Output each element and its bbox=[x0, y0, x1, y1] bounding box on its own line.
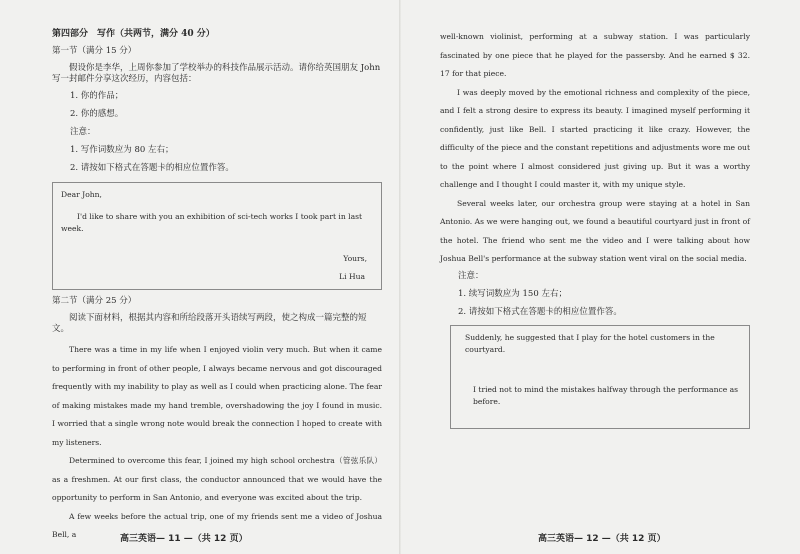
passage-paragraph: A few weeks before the actual trip, one of my friends sent me a video of Joshua Bell, a bbox=[52, 511, 382, 539]
part1-note: 1. 写作词数应为 80 左右； bbox=[70, 145, 174, 155]
passage-paragraph: well-known violinist, performing at a subway station. I was particularly fascinated by one piece that he played for the passersby. And he earned $ 32. 17 for that piece. bbox=[440, 32, 750, 78]
part2-prompt: 阅读下面材料，根据其内容和所给段落开头语续写两段，使之构成一篇完整的短文。 bbox=[52, 313, 367, 334]
part2-title: 第二节（满分 25 分） bbox=[52, 296, 137, 306]
passage-paragraph: There was a time in my life when I enjoyed violin very much. But when it came to performing in front of other people, I always became nervous and got discouraged frequently with my inability to play as well as I could when practicing alone. The fear of making mistakes made my hand tremble, overshadowing the joy I found in music. I worried that a single wrong note would break the connection I hoped to create with my listeners. bbox=[52, 345, 382, 447]
part1-prompt: 假设你是李华，上周你参加了学校举办的科技作品展示活动。请你给英国朋友 John 写一封邮件分享这次经历，内容包括： bbox=[52, 63, 381, 84]
page-footer: 高三英语— 11 —（共 12 页） bbox=[120, 534, 248, 544]
page-12 bbox=[400, 0, 800, 554]
letter-greeting: Dear John, bbox=[61, 190, 102, 199]
letter-signature: Li Hua bbox=[339, 272, 365, 281]
section-title: 第四部分 写作（共两节，满分 40 分） bbox=[52, 29, 215, 39]
part1-title: 第一节（满分 15 分） bbox=[52, 46, 137, 56]
letter-first-line: I'd like to share with you an exhibition of sci-tech works I took part in last week. bbox=[61, 212, 363, 233]
page-footer: 高三英语— 12 —（共 12 页） bbox=[538, 534, 666, 544]
part1-note: 2. 请按如下格式在答题卡的相应位置作答。 bbox=[70, 163, 234, 173]
part1-item: 2. 你的感想。 bbox=[70, 109, 124, 119]
part1-item: 1. 你的作品； bbox=[70, 91, 124, 101]
passage-paragraph: Several weeks later, our orchestra group were staying at a hotel in San Antonio. As we were hanging out, we found a beautiful courtyard just in front of the hotel. The friend who sent me the video and I were talking about how Joshua Bell's performance at the subway station went viral on the social media. bbox=[440, 198, 750, 263]
letter-answer-box bbox=[52, 182, 382, 290]
part1-note-title: 注意： bbox=[70, 127, 96, 137]
paragraph1-starter: Suddenly, he suggested that I play for the hotel customers in the courtyard. bbox=[465, 332, 715, 354]
note-item: 1. 续写词数应为 150 左右； bbox=[458, 288, 567, 299]
note-item: 2. 请按如下格式在答题卡的相应位置作答。 bbox=[458, 306, 622, 317]
passage-paragraph: I was deeply moved by the emotional richness and complexity of the piece, and I felt a strong desire to express its beauty. I imagined myself performing it confidently, just like Bell. I started practicing it like crazy. However, the difficulty of the piece and the constant repetitions and adjustments wore me out to the point where I almost considered just giving up. But it was a worthy challenge and I thought I could master it, with my unique style. bbox=[440, 87, 750, 189]
continuation-answer-box bbox=[450, 325, 750, 429]
letter-closing: Yours, bbox=[343, 254, 367, 263]
note-title: 注意： bbox=[458, 270, 484, 281]
paragraph2-starter: I tried not to mind the mistakes halfway through the performance as before. bbox=[473, 384, 739, 406]
passage-paragraph: Determined to overcome this fear, I joined my high school orchestra（管弦乐队）as a freshmen. At our first class, the conductor announced that we would have the opportunity to perform in San Antonio, and everyone was excited about the trip. bbox=[52, 456, 382, 502]
